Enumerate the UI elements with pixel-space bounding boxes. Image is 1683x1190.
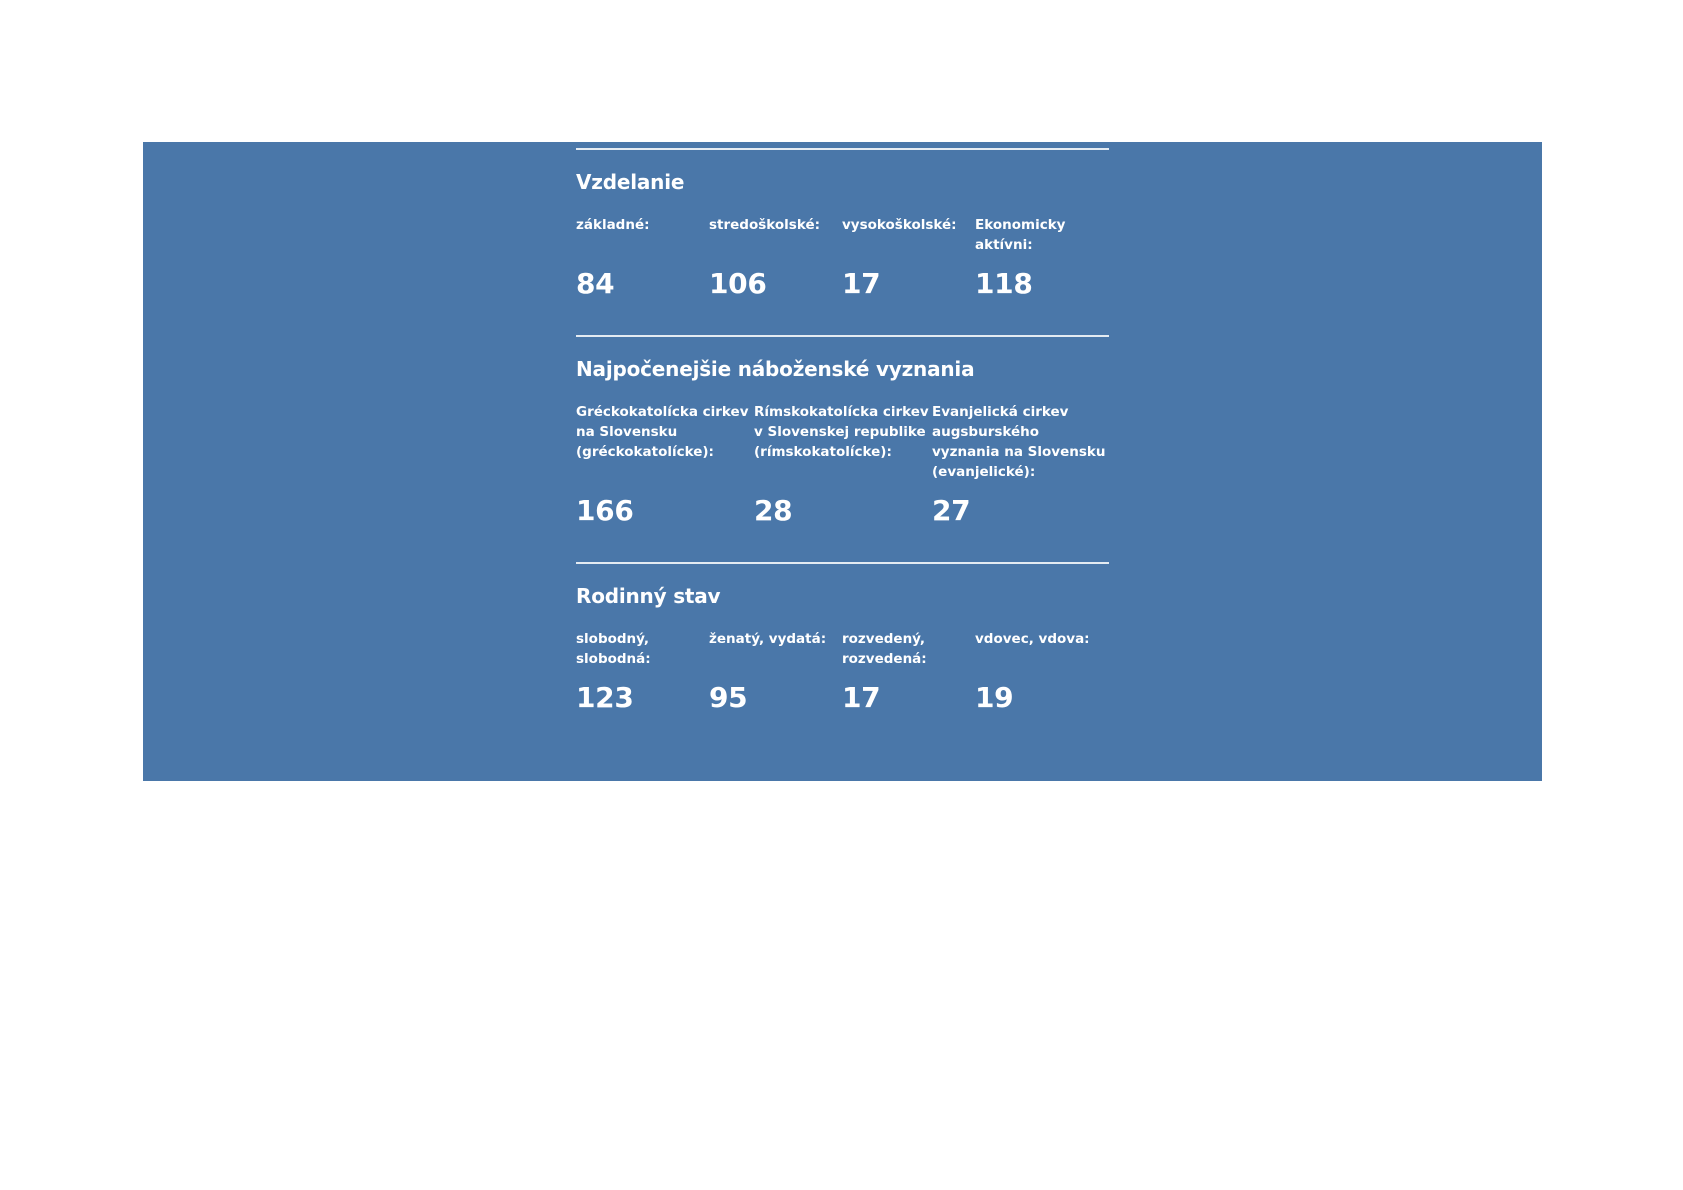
stat-divorced: [842, 629, 975, 714]
religion-section: [576, 335, 1109, 527]
stat-label: vdovec, vdova:: [975, 631, 1090, 647]
family-status-stats: [576, 629, 1109, 714]
section-divider: [576, 148, 1109, 150]
stat-label: slobodný, slobodná:: [576, 631, 651, 667]
stat-label: základné:: [576, 217, 650, 233]
stat-label: Evanjelická cirkev augsburského vyznania na Slovensku (evanjelické):: [932, 404, 1106, 480]
family-status-section: [576, 562, 1109, 714]
stat-secondary-education: [709, 215, 842, 300]
religion-stats: [576, 402, 1109, 527]
statistics-panel: [143, 142, 1542, 781]
section-divider: [576, 335, 1109, 337]
stat-label: vysokoškolské:: [842, 217, 957, 233]
stat-value: 84: [576, 267, 615, 300]
stat-value: 106: [709, 267, 767, 300]
stat-value: 118: [975, 267, 1033, 300]
stat-roman-catholic: [754, 402, 932, 527]
stat-value: 95: [709, 681, 748, 714]
stat-label: stredoškolské:: [709, 217, 820, 233]
stat-label: Gréckokatolícka cirkev na Slovensku (gréckokatolícke):: [576, 404, 749, 460]
stat-basic-education: [576, 215, 709, 300]
stat-value: 28: [754, 494, 793, 527]
stat-economically-active: [975, 215, 1108, 300]
education-stats: [576, 215, 1109, 300]
stat-value: 17: [842, 267, 881, 300]
stat-value: 166: [576, 494, 634, 527]
education-title: Vzdelanie: [576, 170, 685, 194]
stat-label: Ekonomicky aktívni:: [975, 217, 1066, 253]
section-divider: [576, 562, 1109, 564]
stat-single: [576, 629, 709, 714]
stat-label: rozvedený, rozvedená:: [842, 631, 927, 667]
stat-value: 27: [932, 494, 971, 527]
religion-title: Najpočenejšie náboženské vyznania: [576, 357, 975, 381]
stat-value: 123: [576, 681, 634, 714]
stat-label: ženatý, vydatá:: [709, 631, 827, 647]
stat-evangelical: [932, 402, 1110, 527]
education-section: [576, 148, 1109, 300]
statistics-content: [576, 142, 1109, 714]
stat-label: Rímskokatolícka cirkev v Slovenskej republike (rímskokatolícke):: [754, 404, 929, 460]
stat-widowed: [975, 629, 1108, 714]
stat-married: [709, 629, 842, 714]
stat-value: 19: [975, 681, 1014, 714]
stat-university-education: [842, 215, 975, 300]
stat-greek-catholic: [576, 402, 754, 527]
stat-value: 17: [842, 681, 881, 714]
family-status-title: Rodinný stav: [576, 584, 721, 608]
